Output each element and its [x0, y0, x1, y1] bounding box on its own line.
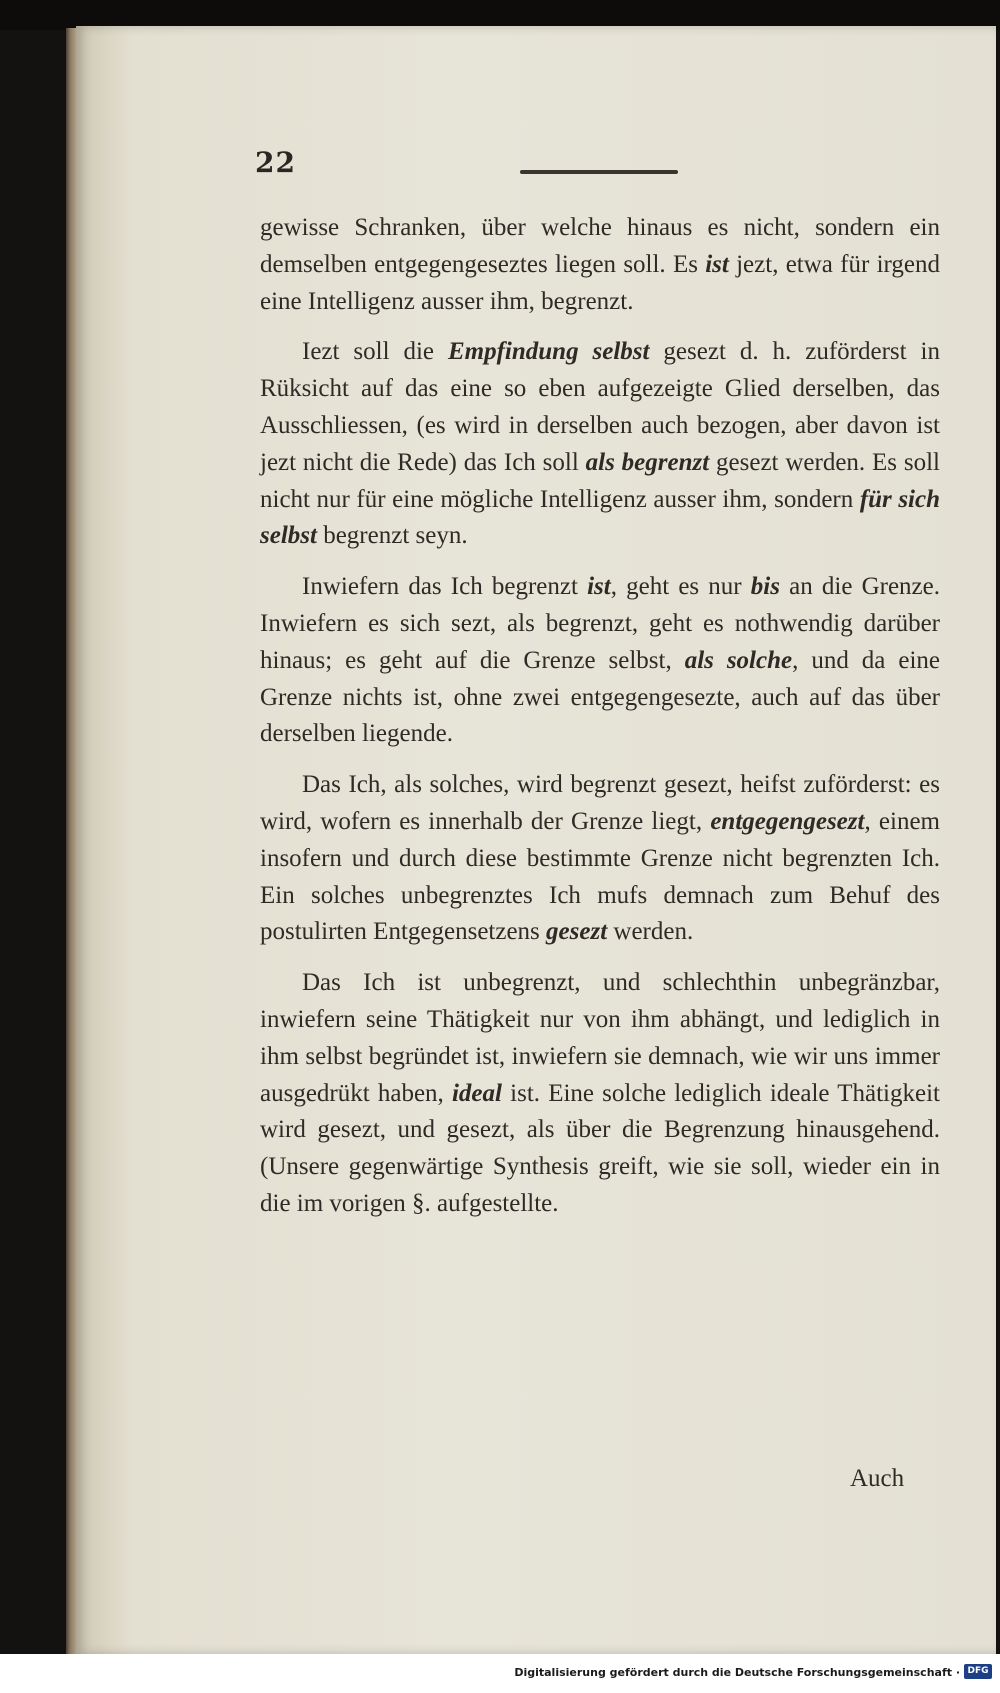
header-rule	[520, 170, 678, 174]
emphasized-text: gesezt	[546, 918, 608, 946]
emphasized-text: ideal	[451, 1079, 502, 1107]
text-run: gesezt d. h. zuförderst in Rüksicht auf das eine so eben aufgezeigte Glied derselben, das Ausschliessen, (es wird in derselben auch bezogen, aber davon ist jezt nicht die Rede) das Ich soll	[260, 338, 940, 476]
digitization-credit: Digitalisierung gefördert durch die Deutsche Forschungsgemeinschaft ·	[514, 1666, 960, 1679]
text-run: gewisse Schranken, über welche hinaus es nicht, sondern ein demselben entgegengeseztes liegen soll. Es	[260, 214, 940, 278]
text-paragraph	[260, 965, 940, 1223]
text-paragraph	[260, 569, 940, 753]
emphasized-text: als begrenzt	[585, 448, 710, 476]
text-run: , geht es nur	[610, 573, 751, 601]
text-run: , und da eine Grenze nichts ist, ohne zwei entgegengesezte, auch auf das über derselben liegende.	[260, 646, 940, 748]
emphasized-text: für sich selbst	[260, 485, 941, 550]
text-run: Iezt soll die	[302, 338, 448, 366]
digitization-footer	[0, 1654, 1000, 1693]
text-paragraph	[260, 210, 940, 320]
emphasized-text: als solche	[684, 646, 793, 674]
page-number: 22	[255, 146, 296, 179]
text-run: Das Ich, als solches, wird begrenzt gesezt, heifst zuförderst: es wird, wofern es innerhalb der Grenze liegt,	[260, 771, 940, 835]
emphasized-text: bis	[750, 573, 780, 601]
text-paragraph	[260, 767, 940, 951]
text-paragraph	[260, 334, 940, 555]
text-run: werden.	[607, 918, 694, 946]
catchword: Auch	[850, 1465, 905, 1492]
text-run: an die Grenze. Inwiefern es sich sezt, als begrenzt, geht es nothwendig darüber hinaus; es geht auf die Grenze selbst,	[260, 573, 940, 674]
text-run: jezt, etwa für irgend eine Intelligenz ausser ihm, begrenzt.	[260, 250, 940, 315]
text-run: ist. Eine solche lediglich ideale Thätigkeit wird gesezt, und gesezt, als über die Begrenzung hinausgehend. (Unsere gegenwärtige Synthesis greift, wie sie soll, wieder ein in die im vorigen §. aufgestellte.	[260, 1079, 940, 1217]
page-body-text	[260, 210, 940, 1237]
text-run: begrenzt seyn.	[316, 522, 468, 550]
text-run: Das Ich ist unbegrenzt, und schlechthin unbegränzbar, inwiefern seine Thätigkeit nur von ihm abhängt, und lediglich in ihm selbst begründet ist, inwiefern sie demnach, wie wir uns immer ausgedrükt haben,	[260, 969, 940, 1107]
emphasized-text: Empfindung selbst	[447, 338, 650, 366]
emphasized-text: ist	[705, 250, 729, 278]
text-run: , einem insofern und durch diese bestimmte Grenze nicht begrenzten Ich. Ein solches unbegrenztes Ich mufs demnach zum Behuf des postulirten Entgegensetzens	[260, 807, 940, 946]
text-run: Inwiefern das Ich begrenzt	[302, 573, 588, 601]
dfg-logo: DFG	[964, 1664, 992, 1679]
emphasized-text: ist	[587, 573, 611, 601]
text-run: gesezt werden. Es soll nicht nur für eine mögliche Intelligenz ausser ihm, sondern	[260, 448, 940, 513]
emphasized-text: entgegengesezt	[710, 807, 865, 835]
